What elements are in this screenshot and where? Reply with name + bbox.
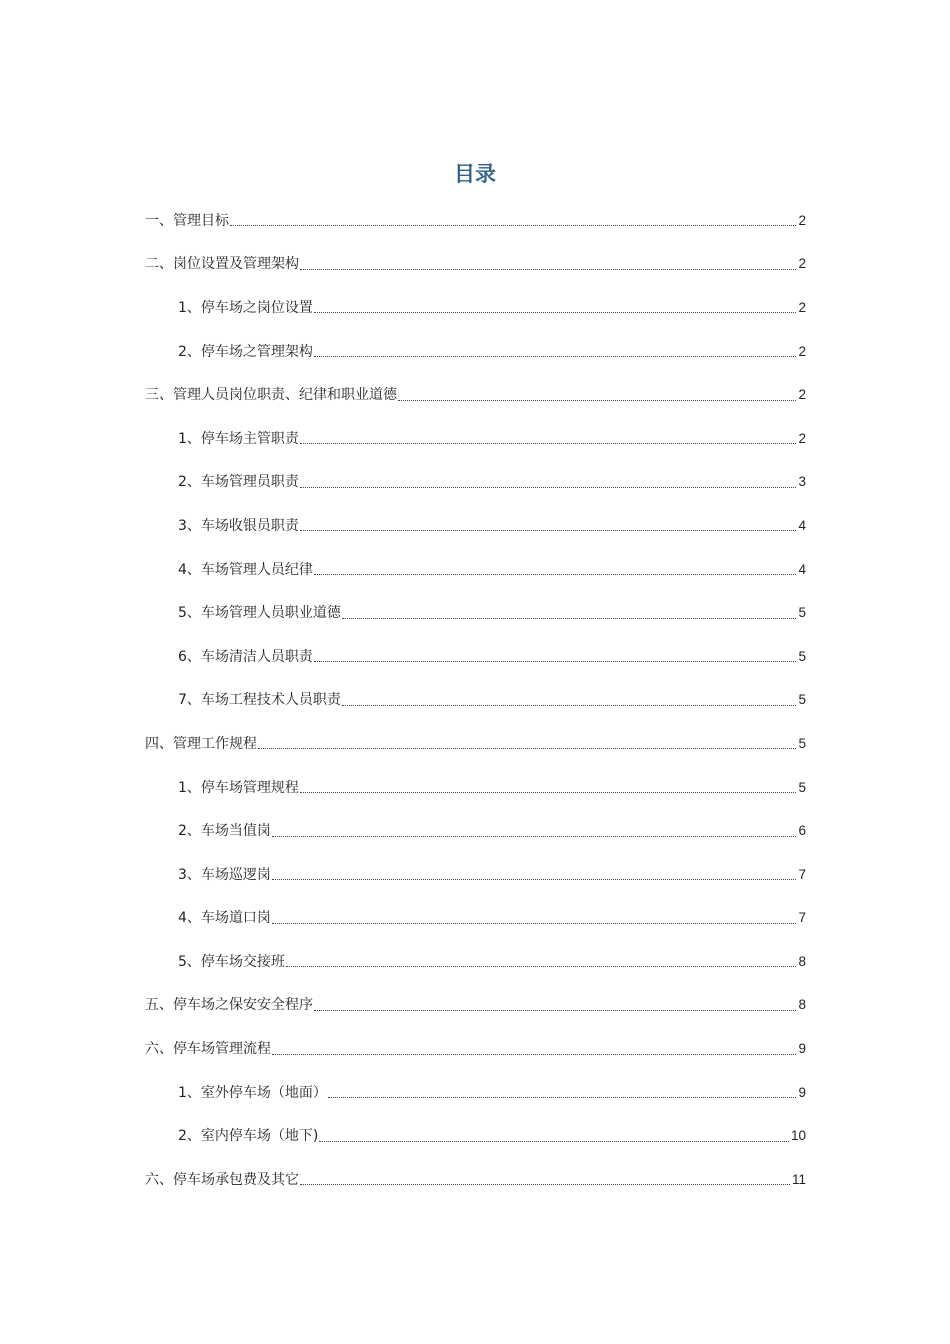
toc-entry[interactable]: [145, 417, 806, 461]
toc-entry-text: 六、停车场承包费及其它: [145, 1171, 299, 1188]
toc-dot-leader: [398, 400, 796, 401]
toc-list: [145, 199, 806, 1202]
toc-dot-leader: [286, 966, 797, 967]
toc-page-number: 5: [798, 692, 806, 708]
toc-dot-leader: [328, 1097, 797, 1098]
toc-dot-leader: [300, 530, 797, 531]
toc-entry[interactable]: [145, 1114, 806, 1158]
toc-entry-text: 一、管理目标: [145, 212, 229, 229]
toc-entry-text: 2、车场管理员职责: [178, 474, 299, 491]
toc-dot-leader: [300, 1184, 790, 1185]
toc-entry[interactable]: [145, 1158, 806, 1202]
toc-entry-text: 四、管理工作规程: [145, 735, 257, 752]
toc-page-number: 9: [798, 1084, 806, 1100]
toc-dot-leader: [300, 792, 797, 793]
toc-entry-text: 5、停车场交接班: [178, 953, 285, 970]
toc-entry[interactable]: [145, 679, 806, 723]
toc-page-number: 11: [791, 1171, 806, 1187]
toc-entry-text: 二、岗位设置及管理架构: [145, 256, 299, 273]
toc-entry-text: 1、停车场之岗位设置: [178, 299, 313, 316]
toc-entry-text: 1、停车场主管职责: [178, 430, 299, 447]
toc-dot-leader: [314, 1010, 796, 1011]
toc-page-number: 2: [798, 299, 806, 315]
toc-dot-leader: [272, 879, 797, 880]
toc-entry-text: 5、车场管理人员职业道德: [178, 605, 341, 622]
toc-dot-leader: [300, 487, 797, 488]
toc-dot-leader: [314, 661, 797, 662]
toc-entry-text: 4、车场管理人员纪律: [178, 561, 313, 578]
toc-entry-text: 三、管理人员岗位职责、纪律和职业道德: [145, 387, 397, 404]
toc-entry-text: 2、车场当值岗: [178, 823, 271, 840]
toc-page-number: 4: [798, 561, 806, 577]
toc-entry[interactable]: [145, 199, 806, 243]
toc-entry-text: 3、车场收银员职责: [178, 517, 299, 534]
toc-entry[interactable]: [145, 1027, 806, 1071]
toc-page-number: 4: [798, 517, 806, 533]
toc-dot-leader: [314, 356, 797, 357]
toc-entry[interactable]: [145, 722, 806, 766]
toc-page-number: 7: [798, 866, 806, 882]
toc-entry[interactable]: [145, 548, 806, 592]
toc-page-number: 7: [798, 910, 806, 926]
toc-dot-leader: [272, 1054, 796, 1055]
toc-page-number: 3: [798, 474, 806, 490]
toc-dot-leader: [272, 836, 797, 837]
toc-page-number: 2: [798, 430, 806, 446]
toc-page-number: 5: [798, 605, 806, 621]
toc-page-number: 2: [798, 387, 806, 403]
toc-entry-text: 3、车场巡逻岗: [178, 866, 271, 883]
toc-page-number: 5: [798, 648, 806, 664]
toc-title: 目录: [454, 162, 496, 186]
toc-page-number: 9: [798, 1041, 806, 1057]
toc-page-number: 2: [798, 256, 806, 272]
toc-entry-text: 六、停车场管理流程: [145, 1041, 271, 1058]
toc-entry-text: 2、室内停车场（地下): [178, 1128, 319, 1145]
toc-entry[interactable]: [145, 635, 806, 679]
toc-entry-text: 6、车场清洁人员职责: [178, 648, 313, 665]
toc-dot-leader: [342, 618, 797, 619]
toc-page-number: 5: [798, 735, 806, 751]
toc-entry-text: 4、车场道口岗: [178, 910, 271, 927]
toc-entry[interactable]: [145, 940, 806, 984]
toc-page-number: 8: [798, 997, 806, 1013]
toc-dot-leader: [342, 705, 797, 706]
toc-entry[interactable]: [145, 984, 806, 1028]
toc-page-number: 2: [798, 343, 806, 359]
toc-dot-leader: [314, 574, 797, 575]
toc-entry[interactable]: [145, 897, 806, 941]
toc-dot-leader: [230, 225, 796, 226]
toc-entry-text: 五、停车场之保安安全程序: [145, 997, 313, 1014]
toc-dot-leader: [258, 748, 796, 749]
toc-dot-leader: [314, 312, 797, 313]
toc-entry[interactable]: [145, 766, 806, 810]
toc-entry[interactable]: [145, 330, 806, 374]
toc-page-number: 5: [798, 779, 806, 795]
toc-entry-text: 1、室外停车场（地面）: [178, 1084, 327, 1101]
toc-dot-leader: [272, 923, 797, 924]
toc-dot-leader: [300, 269, 796, 270]
toc-page-number: 10: [790, 1128, 806, 1144]
toc-entry[interactable]: [145, 853, 806, 897]
toc-page-number: 6: [798, 823, 806, 839]
toc-dot-leader: [300, 443, 797, 444]
toc-entry-text: 7、车场工程技术人员职责: [178, 692, 341, 709]
toc-entry[interactable]: [145, 591, 806, 635]
toc-entry[interactable]: [145, 461, 806, 505]
toc-entry[interactable]: [145, 373, 806, 417]
toc-entry[interactable]: [145, 243, 806, 287]
toc-entry[interactable]: [145, 809, 806, 853]
toc-entry-text: 1、停车场管理规程: [178, 779, 299, 796]
toc-page-number: 8: [798, 953, 806, 969]
toc-entry[interactable]: [145, 1071, 806, 1115]
toc-entry-text: 2、停车场之管理架构: [178, 343, 313, 360]
toc-page-number: 2: [798, 212, 806, 228]
toc-dot-leader: [319, 1141, 789, 1142]
toc-entry[interactable]: [145, 286, 806, 330]
toc-entry[interactable]: [145, 504, 806, 548]
